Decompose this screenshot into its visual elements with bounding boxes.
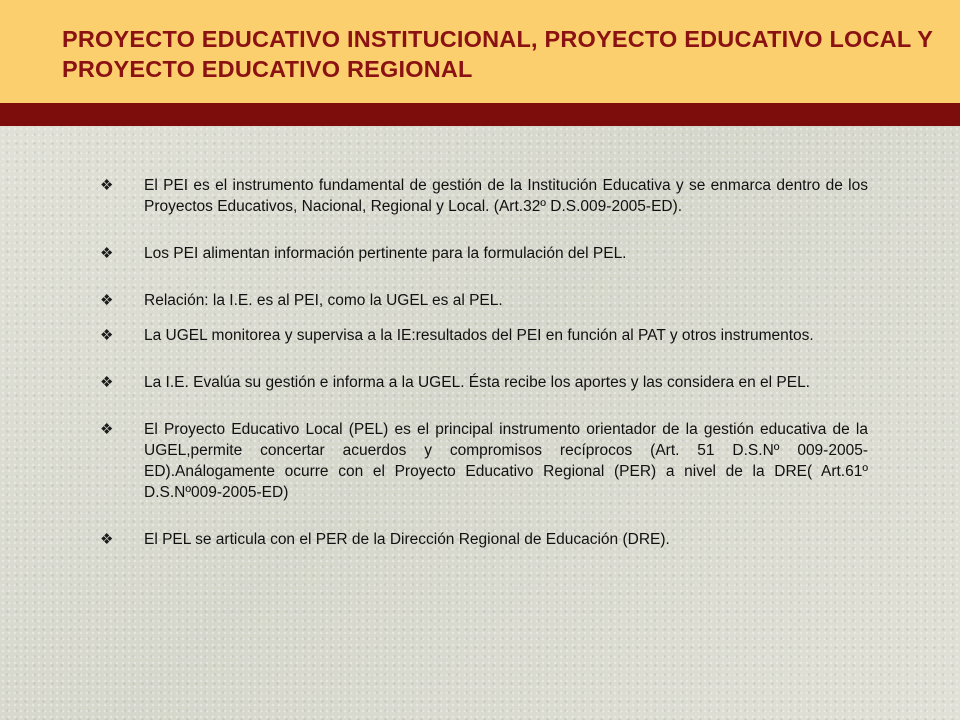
bullet-item [100,529,868,550]
diamond-flower-icon: ❖ [100,292,114,309]
bullet-text: La UGEL monitorea y supervisa a la IE:resultados del PEI en función al PAT y otros instrumentos. [144,327,814,344]
bullet-item [100,325,868,346]
bullet-text: El PEL se articula con el PER de la Dirección Regional de Educación (DRE). [144,531,670,548]
bullet-item [100,243,868,264]
diamond-flower-icon: ❖ [100,531,114,548]
bullet-text: Relación: la I.E. es al PEI, como la UGEL es al PEL. [144,292,503,309]
diamond-flower-icon: ❖ [100,177,114,194]
bullet-list [100,175,868,550]
divider-bar [0,103,960,126]
bullet-item [100,175,868,217]
title-header [0,0,960,103]
bullet-item [100,372,868,393]
diamond-flower-icon: ❖ [100,421,114,438]
bullet-text: La I.E. Evalúa su gestión e informa a la UGEL. Ésta recibe los aportes y las considera en el PEL. [144,374,810,391]
bullet-text: El PEI es el instrumento fundamental de gestión de la Institución Educativa y se enmarca dentro de los Proyectos Educativos, Nacional, Regional y Local. (Art.32º D.S.009-2005-ED). [144,177,868,215]
bullet-item [100,419,868,503]
bullet-text: El Proyecto Educativo Local (PEL) es el principal instrumento orientador de la gestión educativa de la UGEL,permite concertar acuerdos y compromisos recíprocos (Art. 51 D.S.Nº 009-2005-ED).Análogamente ocurre con el Proyecto Educativo Regional (PER) a nivel de la DRE( Art.61º D.S.Nº009-2005-ED) [144,421,868,501]
bullet-text: Los PEI alimentan información pertinente para la formulación del PEL. [144,245,627,262]
diamond-flower-icon: ❖ [100,374,114,391]
diamond-flower-icon: ❖ [100,245,114,262]
slide-title: PROYECTO EDUCATIVO INSTITUCIONAL, PROYECTO EDUCATIVO LOCAL Y PROYECTO EDUCATIVO REGIONAL [62,26,933,82]
diamond-flower-icon: ❖ [100,327,114,344]
bullet-item [100,290,868,311]
